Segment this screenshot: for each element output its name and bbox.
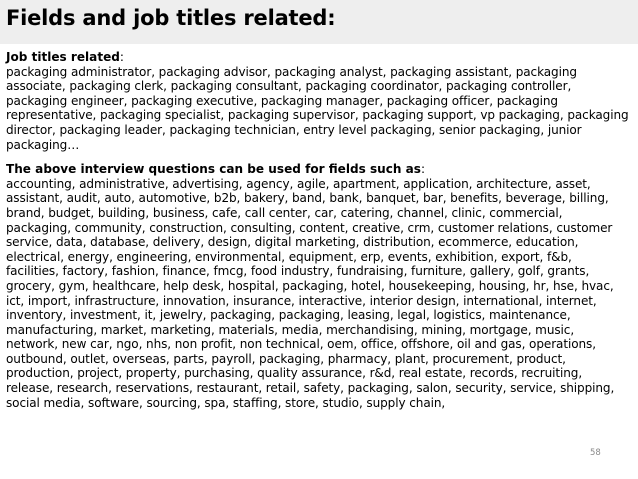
job-titles-line: associate, packaging clerk, packaging consultant, packaging coordinator, packaging controller,	[6, 79, 572, 94]
page-number: 58	[590, 448, 601, 458]
job-titles-line: representative, packaging specialist, packaging supervisor, packaging support, vp packaging, packaging	[6, 108, 629, 123]
title-bar	[0, 0, 638, 44]
slide-content	[6, 50, 634, 410]
job-titles-line: director, packaging leader, packaging technician, entry level packaging, senior packaging, junior	[6, 122, 582, 137]
fields-line: packaging, community, construction, consulting, content, creative, crm, customer relations, customer	[6, 220, 613, 235]
job-titles-line: packaging administrator, packaging advisor, packaging analyst, packaging assistant, packaging	[6, 64, 577, 79]
slide-title: Fields and job titles related:	[6, 6, 336, 30]
fields-line: assistant, audit, auto, automotive, b2b, bakery, band, bank, banquet, bar, benefits, beverage, billing,	[6, 191, 609, 206]
fields-heading-colon: :	[420, 162, 426, 177]
section-gap	[6, 152, 634, 162]
fields-line: accounting, administrative, advertising, agency, agile, apartment, application, architecture, asset,	[6, 176, 591, 191]
job-titles-heading-text: Job titles related	[6, 50, 120, 64]
job-titles-line: packaging…	[6, 137, 80, 152]
fields-line: production, project, property, purchasing, quality assurance, r&d, real estate, records, recruiting,	[6, 366, 583, 381]
job-titles-line: packaging engineer, packaging executive, packaging manager, packaging officer, packaging	[6, 93, 558, 108]
job-titles-heading	[6, 50, 632, 65]
fields-heading	[6, 162, 632, 177]
fields-line: service, data, database, delivery, design, digital marketing, distribution, ecommerce, education,	[6, 235, 579, 250]
fields-line: facilities, factory, fashion, finance, fmcg, food industry, fundraising, furniture, gallery, golf, grants,	[6, 264, 590, 279]
fields-line: electrical, energy, engineering, environmental, equipment, erp, events, exhibition, export, f&b,	[6, 249, 572, 264]
fields-line: ict, import, infrastructure, innovation, insurance, interactive, interior design, international, internet,	[6, 293, 597, 308]
fields-line: release, research, reservations, restaurant, retail, safety, packaging, salon, security, service, shipping,	[6, 381, 615, 396]
fields-heading-text: The above interview questions can be used for fields such as	[6, 162, 421, 177]
fields-line: brand, budget, building, business, cafe, call center, car, catering, channel, clinic, commercial,	[6, 205, 563, 220]
fields-line: network, new car, ngo, nhs, non profit, non technical, oem, office, offshore, oil and gas, operations,	[6, 337, 596, 352]
fields-line: outbound, outlet, overseas, parts, payroll, packaging, pharmacy, plant, procurement, product,	[6, 351, 566, 366]
fields-line: social media, software, sourcing, spa, staffing, store, studio, supply chain,	[6, 395, 446, 410]
job-titles-heading-colon: :	[119, 50, 124, 64]
fields-list	[6, 177, 634, 411]
fields-line: inventory, investment, it, jewelry, packaging, packaging, leasing, legal, logistics, maintenance,	[6, 308, 571, 323]
job-titles-list	[6, 65, 634, 153]
fields-line: grocery, gym, healthcare, help desk, hospital, packaging, hotel, housekeeping, housing, hr, hse, hvac,	[6, 278, 614, 293]
fields-line: manufacturing, market, marketing, materials, media, merchandising, mining, mortgage, music,	[6, 322, 575, 337]
